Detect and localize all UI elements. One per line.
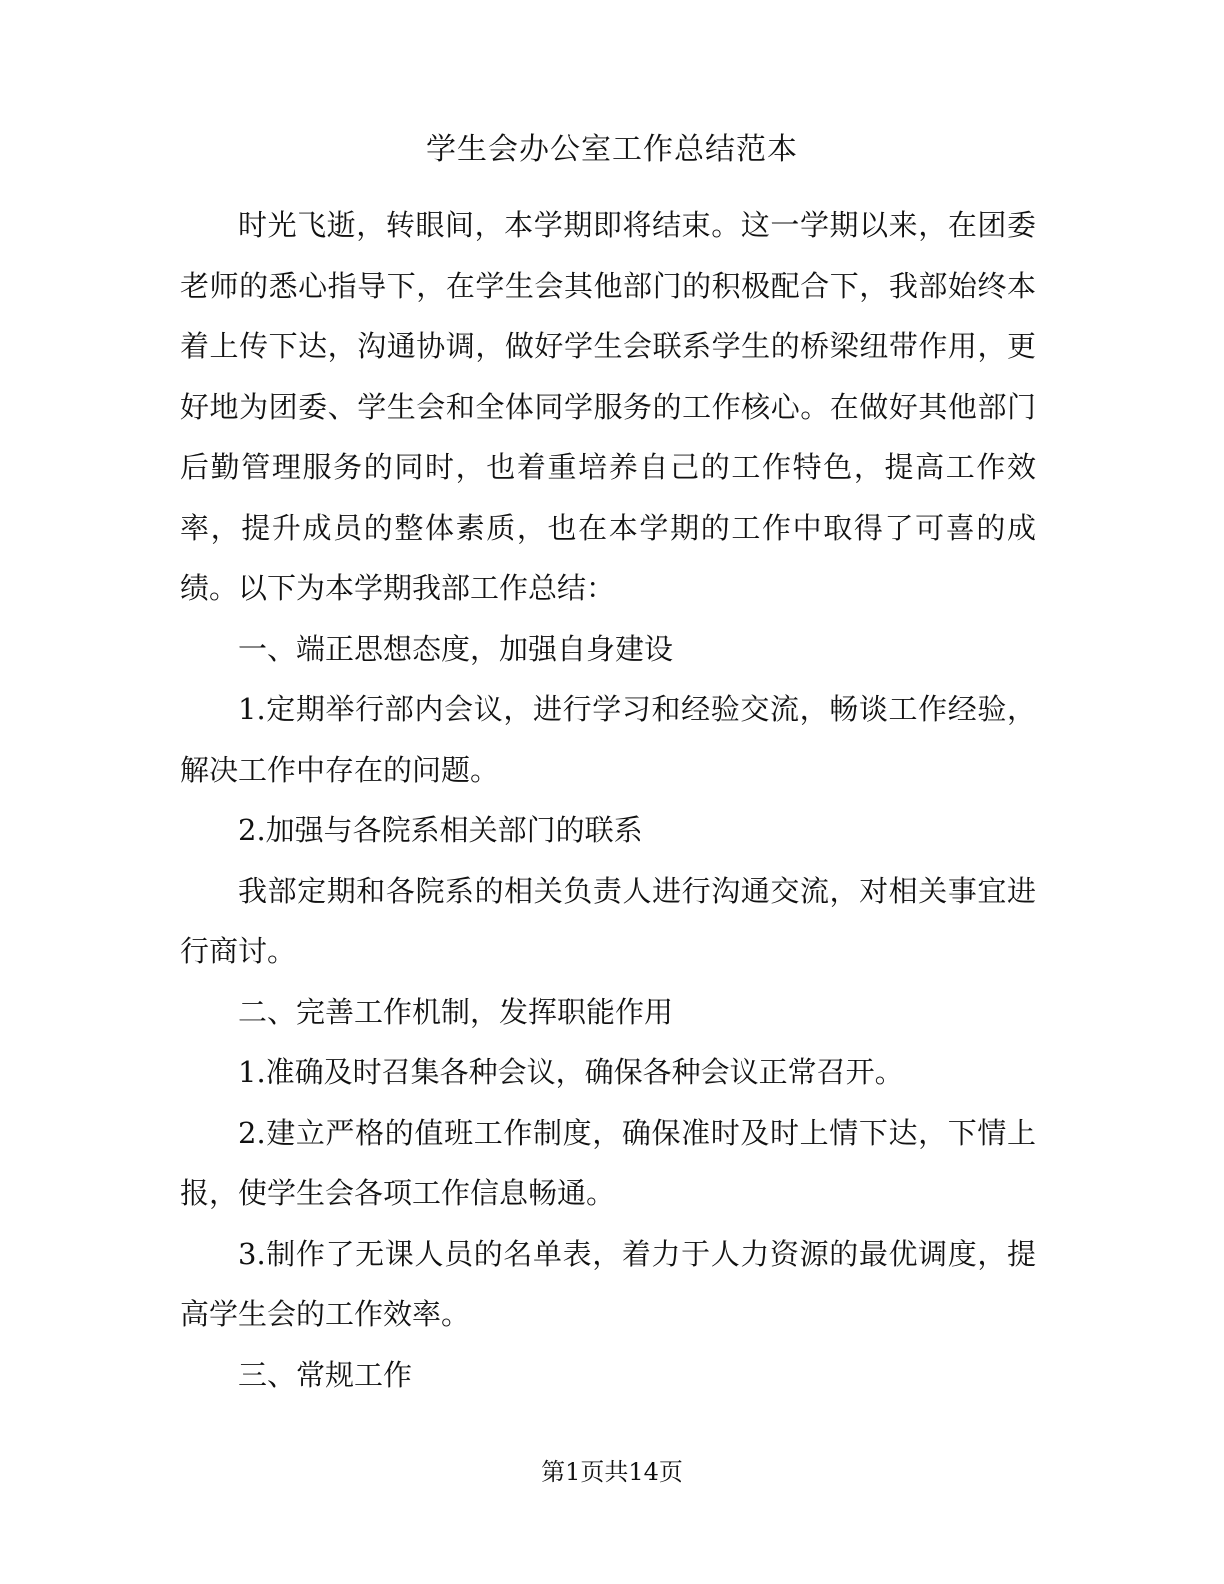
section-heading-3: 三、常规工作 xyxy=(238,1357,413,1392)
list-item-1-2: 2.加强与各院系相关部门的联系 xyxy=(238,813,643,847)
list-item-1-1: 1.定期举行部内会议，进行学习和经验交流，畅谈工作经验，解决工作中存在的问题。 xyxy=(180,692,1036,787)
document-title: 学生会办公室工作总结范本 xyxy=(426,132,798,167)
document-body xyxy=(180,195,1036,1405)
list-item-2-3: 3.制作了无课人员的名单表，着力于人力资源的最优调度，提高学生会的工作效率。 xyxy=(180,1236,1036,1331)
section-heading-2: 二、完善工作机制，发挥职能作用 xyxy=(238,994,674,1029)
page-number-footer: 第1页共14页 xyxy=(541,1458,683,1486)
paragraph-intro: 时光飞逝，转眼间，本学期即将结束。这一学期以来，在团委老师的悉心指导下，在学生会其他部门的积极配合下，我部始终本着上传下达，沟通协调，做好学生会联系学生的桥梁纽带作用，更好地为团委、学生会和全体同学服务的工作核心。在做好其他部门后勤管理服务的同时，也着重培养自己的工作特色，提高工作效率，提升成员的整体素质，也在本学期的工作中取得了可喜的成绩。以下为本学期我部工作总结： xyxy=(180,208,1036,605)
section-heading-1: 一、端正思想态度，加强自身建设 xyxy=(238,631,674,666)
list-item-2-2: 2.建立严格的值班工作制度，确保准时及时上情下达，下情上报，使学生会各项工作信息畅通。 xyxy=(180,1115,1036,1210)
paragraph-contact: 我部定期和各院系的相关负责人进行沟通交流，对相关事宜进行商讨。 xyxy=(180,873,1036,968)
list-item-2-1: 1.准确及时召集各种会议，确保各种会议正常召开。 xyxy=(238,1055,904,1089)
